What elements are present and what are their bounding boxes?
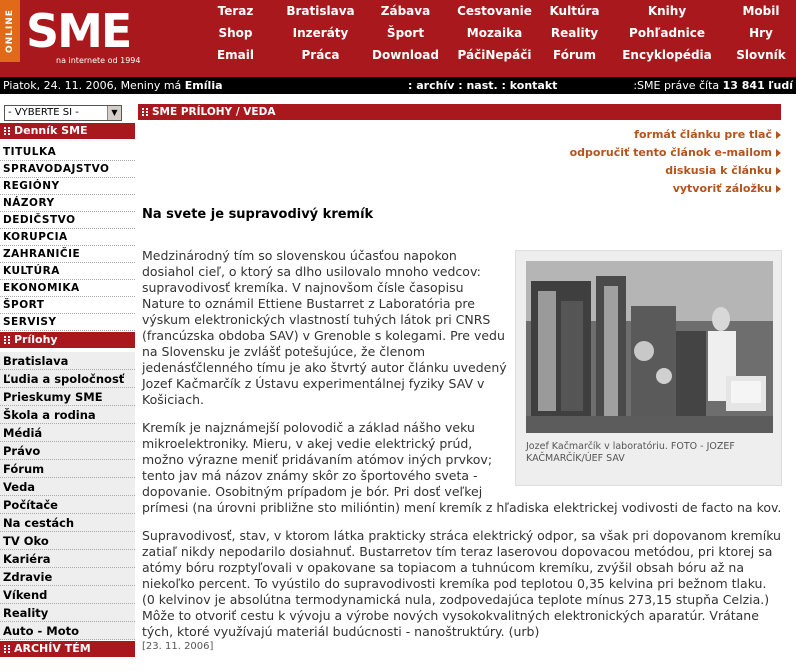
sidebar-menu-dennik xyxy=(0,144,135,331)
dots-icon xyxy=(4,336,10,344)
article-paragraph: Kremík je najznámejší polovodič a základ nášho veku mikroelektroniky. Mieru, v akej vedie elektrický prúd, možno výrazne meniť pridávaním atómov iných prvkov; tento jav má názov známy skôr zo športového sveta - dopovanie. Osobitným prípadom je bór. Pri dosť veľkej prímesi (na úrovni približne sto miliόntin) mení kremík z hľadiska elektrickej vodivosti de facto na kov. xyxy=(142,420,782,515)
nav-link[interactable]: Inzeráty xyxy=(292,26,349,40)
sidebar-item[interactable]: Ľudia a spoločnosť xyxy=(0,370,135,388)
dots-icon xyxy=(142,108,148,116)
utility-links xyxy=(408,77,557,94)
sidebar-item[interactable]: Škola a rodina xyxy=(0,406,135,424)
sidebar-section-header: Prílohy xyxy=(0,332,135,348)
section-title: SME PRÍLOHY / VEDA xyxy=(152,106,276,118)
arrow-right-icon xyxy=(776,149,781,157)
sidebar-section-header: Denník SME xyxy=(0,123,135,139)
nav-link[interactable]: Mozaika xyxy=(466,26,523,40)
print-format-link[interactable]: formát článku pre tlač xyxy=(570,126,781,144)
online-tag: ONLINE xyxy=(0,0,20,62)
nav-link[interactable]: Shop xyxy=(218,26,253,40)
section-select-value: - VYBERTE SI - xyxy=(8,107,79,118)
date-bar xyxy=(0,77,796,94)
arrow-right-icon xyxy=(776,185,781,193)
sidebar-item[interactable]: ZAHRANIČIE xyxy=(0,246,135,263)
sidebar-item[interactable]: Prieskumy SME xyxy=(0,388,135,406)
sidebar-item[interactable]: SERVISY xyxy=(0,314,135,331)
lab-photo-image xyxy=(526,261,773,433)
lab-photo[interactable] xyxy=(526,261,773,433)
date-text: Piatok, 24. 11. 2006, Meniny má xyxy=(3,79,182,92)
section-select[interactable] xyxy=(4,105,122,121)
sidebar-item[interactable]: Bratislava xyxy=(0,352,135,370)
readers-counter xyxy=(633,77,793,94)
discussion-link[interactable]: diskusia k článku xyxy=(570,162,781,180)
nav-link[interactable]: Práca xyxy=(301,48,340,62)
sidebar-item[interactable]: KORUPCIA xyxy=(0,229,135,246)
article-date: [23. 11. 2006] xyxy=(142,641,214,652)
readers-suffix: ľudí xyxy=(768,79,793,92)
logo-brand: SME xyxy=(26,4,131,58)
email-article-link[interactable]: odporučiť tento článok e-mailom xyxy=(570,144,781,162)
article-headline: Na svete je supravodivý kremík xyxy=(142,207,374,222)
nav-link[interactable]: Mobil xyxy=(742,4,780,18)
sidebar-item[interactable]: DEDIČSTVO xyxy=(0,212,135,229)
sidebar-item[interactable]: NÁZORY xyxy=(0,195,135,212)
nav-row-2 xyxy=(193,22,796,44)
nav-link[interactable]: Šport xyxy=(386,26,425,40)
article-actions xyxy=(570,126,781,198)
photo-caption: Jozef Kačmarčík v laboratóriu. FOTO - JOZEF KAČMARČÍK/ÚEF SAV xyxy=(526,441,735,464)
sidebar-item[interactable]: Auto - Moto xyxy=(0,622,135,640)
contact-link[interactable]: : kontakt xyxy=(501,79,558,92)
sidebar-item[interactable]: TITULKA xyxy=(0,144,135,161)
sme-logo[interactable] xyxy=(0,0,170,77)
nav-link[interactable]: Hry xyxy=(749,26,773,40)
nameday-name: Emília xyxy=(184,79,223,92)
sidebar-item[interactable]: Reality xyxy=(0,604,135,622)
article-figure xyxy=(515,250,782,486)
nav-link[interactable]: Knihy xyxy=(647,4,687,18)
sidebar-item[interactable]: Počítače xyxy=(0,496,135,514)
sidebar-item[interactable]: Právo xyxy=(0,442,135,460)
sidebar-item[interactable]: KULTÚRA xyxy=(0,263,135,280)
nav-link[interactable]: Kultúra xyxy=(549,4,600,18)
nav-link[interactable]: Pohľadnice xyxy=(629,26,705,40)
article-paragraph: Medzinárodný tím so slovenskou účasťou napokon dosiahol cieľ, o ktorý sa dlho usilovalo mnoho vedcov: supravodivosť kremíka. V najnovšom čísle časopisu Nature to oznámil Ettiene Bustarret z Laboratória pre výskum elektronických vlastností tuhých látok pri CNRS (francúzska obdoba SAV) v Grenoble s kolegami. Pre vedu na Slovensku je zvlášť potešujúce, že členom jedenásťčlenného tímu je ako štvrtý autor článku uvedený Jozef Kačmarčík z Ústavu experimentálnej fyziky SAV v Košiciach. xyxy=(142,248,507,407)
readers-text: :SME práve číta xyxy=(633,79,720,92)
nav-link[interactable]: Zábava xyxy=(380,4,431,18)
sidebar-item[interactable]: REGIÓNY xyxy=(0,178,135,195)
sidebar-item[interactable]: SPRAVODAJSTVO xyxy=(0,161,135,178)
section-header xyxy=(138,104,781,120)
sidebar-item[interactable]: Zdravie xyxy=(0,568,135,586)
article-paragraph: Supravodivosť, stav, v ktorom látka prakticky stráca elektrický odpor, sa však pri dopovanom kremíku zatiaľ nikdy nepodarilo dosiahnuť. Bustarretov tím teraz laserovou dopovacou metódou, pri ktorej sa atómy bóru rozptyľovali v opakovane sa topiacom a tuhnúcom kremíku, zvýšil obsah bóru až na niekoľko percent. To vyústilo do supravodivosti kremíka pod teplotou 0,35 kelvina pri bežnom tlaku. (0 kelvinov je absolútna termodynamická nula, zodpovedajúca teplote mínus 273,15 stupňa Celzia.) Môže to otvoriť cestu k vývoju a výrobe nových vysokokvalitných elektronických aparatúr. Vrátane tých, ktoré využívajú materiál budúcnosti - nanoštruktúry. (urb) xyxy=(142,528,781,639)
main-content xyxy=(138,100,796,671)
sidebar-item[interactable]: ŠPORT xyxy=(0,297,135,314)
sidebar-item[interactable]: Víkend xyxy=(0,586,135,604)
sidebar-item[interactable]: Kariéra xyxy=(0,550,135,568)
nav-link[interactable]: Reality xyxy=(550,26,599,40)
sidebar-item[interactable]: TV Oko xyxy=(0,532,135,550)
article-body xyxy=(142,248,782,652)
nav-link[interactable]: Encyklopédia xyxy=(622,48,712,62)
nav-row-3 xyxy=(193,44,796,66)
sidebar-item[interactable]: Na cestách xyxy=(0,514,135,532)
sidebar-item[interactable]: Médiá xyxy=(0,424,135,442)
nav-link[interactable]: Slovník xyxy=(736,48,786,62)
sidebar-menu-prilohy xyxy=(0,352,135,640)
nav-link[interactable]: Teraz xyxy=(217,4,254,18)
nav-link[interactable]: Cestovanie xyxy=(457,4,532,18)
site-header xyxy=(0,0,796,77)
sidebar-section-header[interactable]: ARCHÍV TÉM xyxy=(0,641,135,657)
left-sidebar xyxy=(0,100,135,671)
nav-link[interactable]: Fórum xyxy=(553,48,596,62)
readers-count: 13 841 xyxy=(722,79,765,92)
dots-icon xyxy=(4,127,10,135)
current-date xyxy=(3,77,223,94)
logo-tagline: na internete od 1994 xyxy=(56,56,141,65)
settings-link[interactable]: : nast. xyxy=(458,79,498,92)
arrow-right-icon xyxy=(776,131,781,139)
nav-link[interactable]: Email xyxy=(216,48,255,62)
dots-icon xyxy=(4,645,10,653)
archive-link[interactable]: : archív xyxy=(408,79,455,92)
nav-link[interactable]: Download xyxy=(372,48,439,62)
sidebar-item[interactable]: EKONOMIKA xyxy=(0,280,135,297)
sidebar-item[interactable]: Fórum xyxy=(0,460,135,478)
sidebar-item[interactable]: Veda xyxy=(0,478,135,496)
nav-row-1 xyxy=(193,0,796,22)
bookmark-link[interactable]: vytvoriť záložku xyxy=(570,180,781,198)
top-navigation xyxy=(193,0,796,66)
arrow-right-icon xyxy=(776,167,781,175)
nav-link[interactable]: PáčiNepáči xyxy=(457,48,532,62)
chevron-down-icon[interactable]: ▼ xyxy=(107,106,121,120)
nav-link[interactable]: Bratislava xyxy=(286,4,355,18)
